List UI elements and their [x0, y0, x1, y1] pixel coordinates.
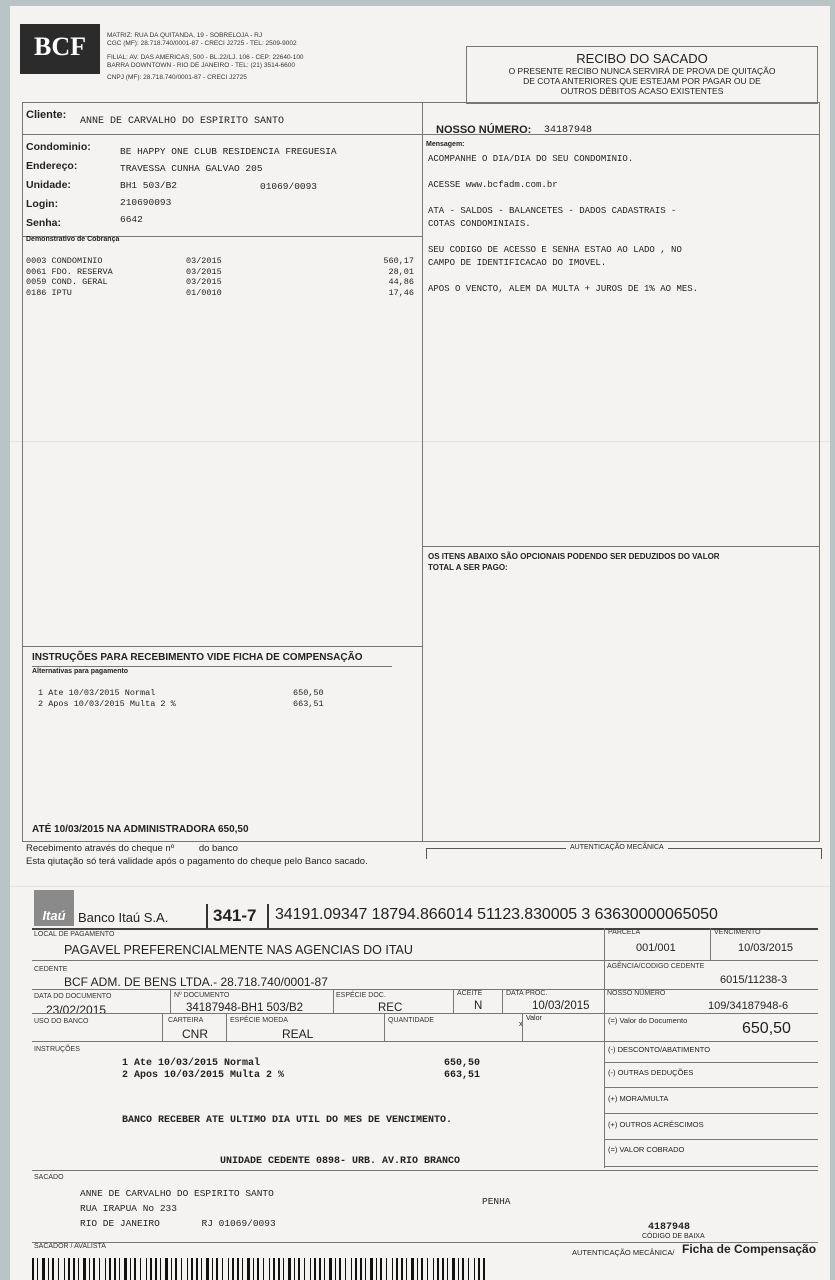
bank-code: 341-7	[213, 906, 257, 925]
opcionais-line-2: TOTAL A SER PAGO:	[428, 563, 508, 572]
barcode-bar	[478, 1258, 480, 1280]
divider	[267, 904, 269, 928]
barcode-bar	[468, 1258, 469, 1280]
divider	[604, 1166, 818, 1167]
demonstrativo-row	[26, 256, 416, 267]
filial-line-1: FILIAL: AV. DAS AMERICAS, 500 - BL.22/LJ. 106 - CEP: 22640-100	[107, 54, 304, 61]
barcode-bar	[411, 1258, 414, 1280]
company-address-block	[107, 32, 304, 82]
divider	[206, 904, 208, 928]
barcode	[32, 1258, 492, 1280]
demonstrativo-title: Demonstrativo de Cobrança	[26, 236, 120, 243]
divider	[22, 134, 820, 135]
mora-multa-label: (+) MORA/MULTA	[608, 1094, 669, 1103]
barcode-bar	[165, 1258, 168, 1280]
instrucao-desc: 1 Ate 10/03/2015 Normal	[122, 1058, 261, 1069]
barcode-bar	[304, 1258, 305, 1280]
barcode-bar	[242, 1258, 243, 1280]
divider	[32, 960, 818, 961]
barcode-bar	[93, 1258, 95, 1280]
barcode-bar	[105, 1258, 106, 1280]
barcode-bar	[89, 1258, 90, 1280]
recibo-title: RECIBO DO SACADO	[576, 51, 708, 66]
barcode-bar	[187, 1258, 188, 1280]
instrucao-row	[122, 1058, 502, 1070]
instrucoes-recibo-title: INSTRUÇÕES PARA RECEBIMENTO VIDE FICHA DE COMPENSAÇÃO	[32, 652, 363, 663]
barcode-bar	[351, 1258, 352, 1280]
agencia-label: AGÊNCIA/CODIGO CEDENTE	[607, 963, 705, 970]
filial-line-2: BARRA DOWNTOWN - RIO DE JANEIRO - TEL: (21) 3514-6600	[107, 62, 295, 69]
bcf-logo-text: BCF	[34, 32, 86, 61]
data-proc-value: 10/03/2015	[532, 1000, 590, 1012]
data-documento-label: DATA DO DOCUMENTO	[34, 993, 112, 1000]
divider	[22, 646, 422, 647]
barcode-bar	[191, 1258, 193, 1280]
condominio-label: Condominio:	[26, 141, 91, 153]
divider	[604, 1062, 818, 1063]
alternativa-desc: 2 Apos 10/03/2015 Multa 2 %	[38, 699, 176, 709]
parcela-value: 001/001	[636, 942, 676, 954]
alternativas-list	[38, 688, 338, 710]
barcode-bar	[396, 1258, 398, 1280]
item-ref: 03/2015	[186, 256, 222, 266]
agencia-value: 6015/11238-3	[720, 974, 788, 986]
local-pagamento-value: PAGAVEL PREFERENCIALMENTE NAS AGENCIAS DO ITAU	[64, 943, 413, 957]
especie-moeda-label: ESPÉCIE MOEDA	[230, 1017, 288, 1024]
barcode-bar	[288, 1258, 291, 1280]
barcode-bar	[78, 1258, 79, 1280]
cedente-value: BCF ADM. DE BENS LTDA.- 28.718.740/0001-87	[64, 975, 328, 989]
divider	[32, 989, 818, 990]
valor-documento-label: (=) Valor do Documento	[608, 1016, 688, 1025]
opcionais-note	[428, 551, 720, 573]
alternativas-label: Alternativas para pagamento	[32, 668, 129, 675]
column-divider	[170, 989, 171, 1013]
aceite-value: N	[474, 1000, 483, 1012]
column-divider	[604, 928, 605, 1168]
divider	[32, 666, 392, 667]
barcode-bar	[206, 1258, 209, 1280]
barcode-bar	[324, 1258, 325, 1280]
instrucao-desc: 2 Apos 10/03/2015 Multa 2 %	[122, 1070, 285, 1081]
login-value: 210690093	[120, 197, 172, 208]
mensagem-line: ACESSE www.bcfadm.com.br	[428, 180, 558, 190]
divider	[422, 546, 820, 547]
recibo-note-1: O PRESENTE RECIBO NUNCA SERVIRÁ DE PROVA DE QUITAÇÃO	[508, 66, 776, 76]
barcode-bar	[114, 1258, 116, 1280]
sacado-address: RUA IRAPUA No 233	[80, 1203, 177, 1214]
especie-moeda-value: REAL	[282, 1027, 314, 1041]
login-label: Login:	[26, 198, 59, 210]
especie-doc-value: REC	[378, 1002, 403, 1014]
column-divider	[522, 1013, 523, 1041]
autenticacao-mecanica-label: AUTENTICAÇÃO MECÂNICA/	[572, 1248, 675, 1257]
column-divider	[502, 989, 503, 1013]
sacado-city-row	[80, 1216, 276, 1231]
cliente-label: Cliente:	[26, 109, 67, 121]
divider	[32, 928, 818, 930]
column-divider	[453, 989, 454, 1013]
barcode-bar	[83, 1258, 86, 1280]
barcode-bar	[130, 1258, 131, 1280]
nosso-numero-label: NOSSO NÚMERO:	[436, 124, 532, 136]
nosso-numero-ficha-label: NOSSO NÚMERO	[607, 990, 666, 997]
demonstrativo-row	[26, 267, 416, 278]
demonstrativo-table	[26, 256, 416, 298]
alternativa-value: 663,51	[293, 699, 324, 709]
alternativa-value: 650,50	[293, 688, 324, 698]
barcode-bar	[140, 1258, 141, 1280]
sacado-city: RIO DE JANEIRO	[80, 1218, 160, 1229]
opcionais-line-1: OS ITENS ABAIXO SÃO OPCIONAIS PODENDO SER DEDUZIDOS DO VALOR	[428, 552, 720, 561]
outras-deducoes-label: (-) OUTRAS DEDUÇÕES	[608, 1068, 694, 1077]
barcode-bar	[134, 1258, 136, 1280]
barcode-bar	[335, 1258, 336, 1280]
barcode-bar	[212, 1258, 213, 1280]
cnpj-line: CNPJ (MF): 28.718.740/0001-87 - CRECI J2725	[107, 74, 247, 81]
barcode-bar	[73, 1258, 75, 1280]
barcode-bar	[119, 1258, 120, 1280]
divider	[604, 1087, 818, 1088]
itau-logo	[34, 890, 74, 926]
instrucao-unidade: UNIDADE CEDENTE 0898- URB. AV.RIO BRANCO	[220, 1156, 461, 1167]
barcode-bar	[314, 1258, 316, 1280]
item-ref: 03/2015	[186, 266, 222, 277]
vencimento-label: VENCIMENTO	[714, 929, 761, 936]
barcode-bar	[52, 1258, 54, 1280]
item-ref: 03/2015	[186, 277, 222, 287]
especie-doc-label: ESPÉCIE DOC.	[336, 992, 386, 999]
bcf-logo	[20, 24, 100, 74]
barcode-bar	[150, 1258, 152, 1280]
demonstrativo-row	[26, 288, 416, 299]
fold-line	[10, 886, 830, 887]
vencimento-value: 10/03/2015	[738, 942, 794, 954]
item-value: 44,86	[388, 277, 414, 287]
alternativa-desc: 1 Ate 10/03/2015 Normal	[38, 688, 156, 698]
barcode-bar	[228, 1258, 229, 1280]
valor-cobrado-label: (=) VALOR COBRADO	[608, 1145, 685, 1154]
barcode-bar	[380, 1258, 382, 1280]
barcode-bar	[181, 1258, 182, 1280]
unidade-value: BH1 503/B2	[120, 180, 178, 191]
barcode-bar	[447, 1258, 448, 1280]
valor-label: Valor	[526, 1015, 542, 1022]
barcode-bar	[278, 1258, 280, 1280]
barcode-bar	[433, 1258, 434, 1280]
barcode-bar	[237, 1258, 239, 1280]
barcode-bar	[417, 1258, 418, 1280]
data-proc-label: DATA PROC.	[506, 990, 548, 997]
codigo-baixa-label: CÓDIGO DE BAIXA	[642, 1233, 705, 1240]
divider	[604, 1113, 818, 1114]
barcode-bar	[64, 1258, 65, 1280]
endereco-value: TRAVESSA CUNHA GALVAO 205	[120, 163, 263, 174]
barcode-bar	[452, 1258, 455, 1280]
mensagem-line: COTAS CONDOMINIAIS.	[428, 219, 531, 229]
barcode-bar	[175, 1258, 177, 1280]
barcode-bar	[37, 1258, 38, 1280]
barcode-bar	[427, 1258, 428, 1280]
ficha-compensacao-label: Ficha de Compensação	[682, 1242, 817, 1256]
barcode-bar	[365, 1258, 366, 1280]
sacado-name: ANNE DE CARVALHO DO ESPIRITO SANTO	[80, 1188, 274, 1199]
cedente-label: CEDENTE	[34, 966, 68, 973]
uso-banco-label: USO DO BANCO	[34, 1018, 89, 1025]
barcode-bar	[253, 1258, 254, 1280]
barcode-bar	[376, 1258, 377, 1280]
barcode-bar	[458, 1258, 459, 1280]
barcode-bar	[222, 1258, 223, 1280]
item-ref: 01/0010	[186, 287, 222, 298]
senha-label: Senha:	[26, 217, 62, 229]
barcode-bar	[155, 1258, 157, 1280]
nosso-numero-value: 34187948	[544, 125, 593, 136]
barcode-bar	[109, 1258, 111, 1280]
cheque-text-b: do banco	[198, 843, 238, 854]
ate-administradora-line: ATÉ 10/03/2015 NA ADMINISTRADORA 650,50	[32, 824, 249, 835]
instrucao-banco: BANCO RECEBER ATE ULTIMO DIA UTIL DO MES DE VENCIMENTO.	[122, 1115, 453, 1126]
column-divider	[384, 1013, 385, 1041]
sacado-bairro: PENHA	[482, 1196, 511, 1207]
parcela-label: PARCELA	[608, 929, 641, 936]
item-desc: 0003 CONDOMINIO	[26, 256, 103, 266]
divider	[32, 1170, 818, 1171]
valor-x: x	[519, 1021, 523, 1028]
recibo-note-3: OUTROS DÉBITOS ACASO EXISTENTES	[560, 86, 724, 96]
quantidade-label: QUANTIDADE	[388, 1017, 434, 1024]
item-value: 17,46	[388, 287, 414, 298]
endereco-label: Endereço:	[26, 160, 78, 172]
mensagem-line: APOS O VENCTO, ALEM DA MULTA + JUROS DE 1% AO MES.	[428, 284, 699, 294]
barcode-bar	[310, 1258, 311, 1280]
column-divider	[333, 989, 334, 1013]
item-desc: 0059 COND. GERAL	[26, 277, 108, 287]
barcode-bar	[339, 1258, 341, 1280]
mensagem-line: ACOMPANHE O DIA/DIA DO SEU CONDOMINIO.	[428, 154, 634, 164]
cheque-line-2: Esta qiutação só terá validade após o pagamento do cheque pelo Banco sacado.	[26, 856, 368, 867]
divider	[32, 1013, 818, 1014]
alternativa-row	[38, 688, 338, 699]
codigo-baixa-value: 4187948	[648, 1222, 691, 1233]
column-divider	[162, 1013, 163, 1041]
carteira-value: CNR	[182, 1027, 208, 1041]
condominio-value: BE HAPPY ONE CLUB RESIDENCIA FREGUESIA	[120, 146, 337, 157]
mensagem-block	[428, 154, 813, 297]
barcode-bar	[257, 1258, 259, 1280]
barcode-bar	[269, 1258, 270, 1280]
local-pagamento-label: LOCAL DE PAGAMENTO	[34, 931, 115, 938]
mensagem-line: CAMPO DE IDENTIFICACAO DO IMOVEL.	[428, 258, 607, 268]
numero-documento-value: 34187948-BH1 503/B2	[186, 1002, 304, 1014]
valor-documento-value: 650,50	[742, 1020, 791, 1037]
cheque-text-a: Recebimento através do cheque nº	[26, 843, 175, 854]
matriz-line-2: CGC (MF): 28.718.740/0001-87 - CRECI J2725 - TEL: 2509-9002	[107, 40, 297, 47]
recibo-note-2: DE COTA ANTERIORES QUE ESTEJAM POR PAGAR OU DE	[523, 76, 761, 86]
cliente-value: ANNE DE CARVALHO DO ESPIRITO SANTO	[80, 116, 285, 127]
divider	[604, 1139, 818, 1140]
barcode-bar	[263, 1258, 264, 1280]
instrucao-value: 663,51	[444, 1070, 481, 1081]
barcode-bar	[68, 1258, 70, 1280]
barcode-bar	[58, 1258, 59, 1280]
item-desc: 0186 IPTU	[26, 287, 72, 298]
barcode-bar	[392, 1258, 393, 1280]
recibo-box	[466, 46, 818, 104]
barcode-bar	[48, 1258, 49, 1280]
alternativa-row	[38, 699, 338, 710]
column-divider	[226, 1013, 227, 1041]
barcode-bar	[124, 1258, 127, 1280]
client-labels	[26, 138, 91, 233]
linha-digitavel: 34191.09347 18794.866014 51123.830005 3 63630000065050	[275, 906, 718, 923]
barcode-bar	[32, 1258, 34, 1280]
barcode-bar	[146, 1258, 147, 1280]
demonstrativo-row	[26, 277, 416, 288]
barcode-bar	[401, 1258, 403, 1280]
barcode-bar	[421, 1258, 423, 1280]
mensagem-line: SEU CODIGO DE ACESSO E SENHA ESTAO AO LADO , NO	[428, 245, 682, 255]
barcode-bar	[42, 1258, 45, 1280]
barcode-bar	[273, 1258, 275, 1280]
barcode-bar	[483, 1258, 485, 1280]
column-divider	[422, 102, 423, 842]
autenticacao-label: AUTENTICAÇÃO MECÂNICA	[566, 844, 668, 851]
barcode-bar	[355, 1258, 357, 1280]
barcode-bar	[247, 1258, 250, 1280]
barcode-bar	[462, 1258, 464, 1280]
barcode-bar	[216, 1258, 218, 1280]
numero-documento-label: Nº DOCUMENTO	[174, 992, 230, 999]
sacado-uf-code: RJ 01069/0093	[201, 1218, 276, 1229]
sacado-block	[80, 1186, 276, 1231]
bank-name: Banco Itaú S.A.	[78, 910, 169, 925]
item-value: 28,01	[388, 266, 414, 277]
aceite-label: ACEITE	[457, 990, 483, 997]
barcode-bar	[298, 1258, 300, 1280]
barcode-bar	[370, 1258, 373, 1280]
data-documento-value: 23/02/2015	[46, 1003, 107, 1017]
mensagem-line: ATA - SALDOS - BALANCETES - DADOS CADASTRAIS -	[428, 206, 677, 216]
desconto-label: (-) DESCONTO/ABATIMENTO	[608, 1045, 711, 1054]
barcode-bar	[406, 1258, 407, 1280]
barcode-bar	[294, 1258, 295, 1280]
barcode-bar	[442, 1258, 444, 1280]
barcode-bar	[345, 1258, 346, 1280]
barcode-bar	[171, 1258, 172, 1280]
barcode-bar	[232, 1258, 234, 1280]
carteira-label: CARTEIRA	[168, 1017, 204, 1024]
barcode-bar	[360, 1258, 362, 1280]
barcode-bar	[196, 1258, 198, 1280]
itau-logo-text: Itaú	[42, 908, 66, 923]
sacador-avalista-label: SACADOR / AVALISTA	[34, 1243, 106, 1250]
mensagem-label: Mensagem:	[426, 141, 465, 148]
barcode-bar	[329, 1258, 332, 1280]
barcode-bar	[474, 1258, 475, 1280]
barcode-bar	[319, 1258, 321, 1280]
barcode-bar	[437, 1258, 439, 1280]
instrucoes-label: INSTRUÇÕES	[34, 1046, 80, 1053]
outros-acrescimos-label: (+) OUTROS ACRÉSCIMOS	[608, 1120, 704, 1129]
nosso-numero-ficha-value: 109/34187948-6	[708, 1000, 789, 1012]
unidade-code: 01069/0093	[260, 181, 318, 192]
payment-slip-document	[10, 6, 830, 1280]
item-value: 560,17	[383, 256, 414, 266]
instrucao-value: 650,50	[444, 1058, 481, 1069]
cheque-line-1	[26, 843, 238, 854]
unidade-label: Unidade:	[26, 179, 71, 191]
item-desc: 0061 FDO. RESERVA	[26, 266, 113, 277]
barcode-bar	[201, 1258, 202, 1280]
matriz-line-1: MATRIZ: RUA DA QUITANDA, 19 - SOBRELOJA - RJ	[107, 32, 263, 39]
instrucao-row	[122, 1070, 502, 1082]
barcode-bar	[99, 1258, 100, 1280]
sacado-label: SACADO	[34, 1174, 64, 1181]
column-divider	[710, 928, 711, 960]
barcode-bar	[160, 1258, 161, 1280]
senha-value: 6642	[120, 214, 143, 225]
barcode-bar	[283, 1258, 284, 1280]
divider	[32, 1041, 818, 1042]
instrucoes-list	[122, 1058, 502, 1082]
barcode-bar	[386, 1258, 387, 1280]
